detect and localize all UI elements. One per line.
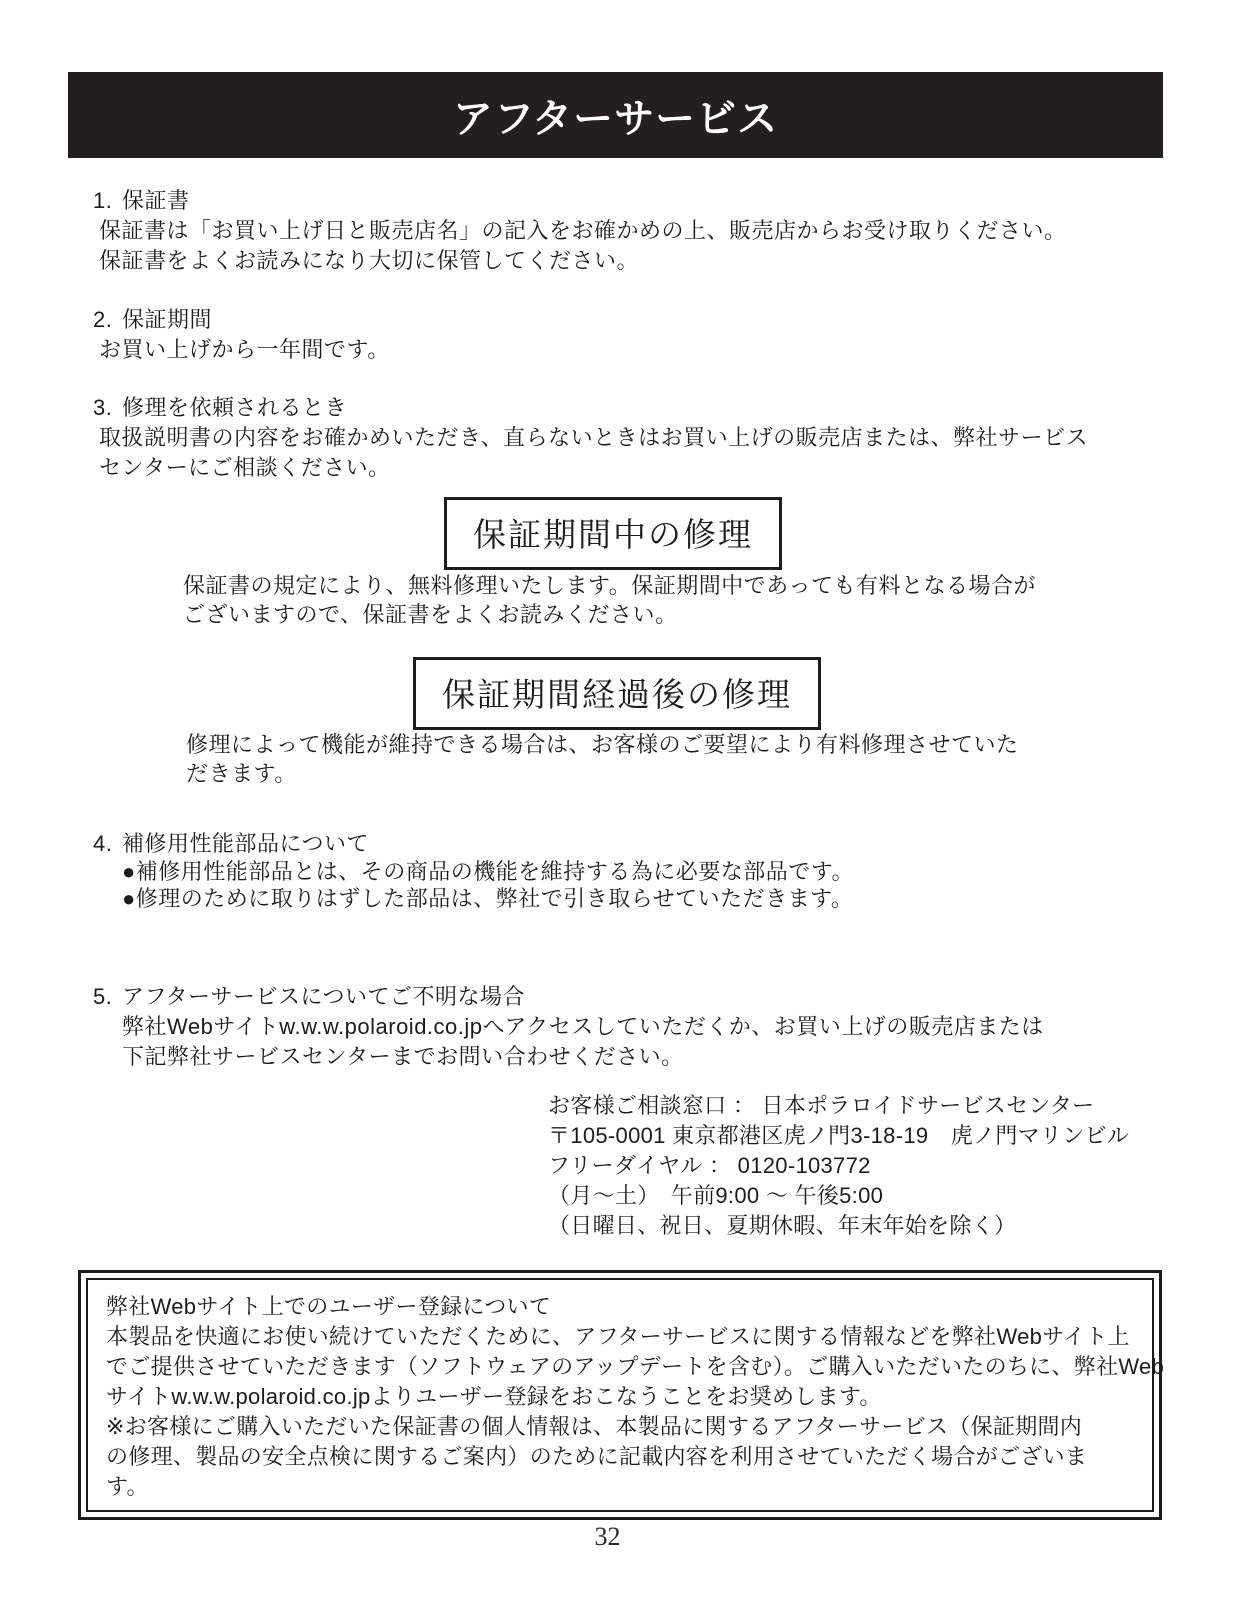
registration-note-line: す。 [106,1474,149,1499]
section-heading [93,186,1067,216]
section-after-service-questions [93,982,1044,1072]
body-line: 弊社Webサイトw.w.w.polaroid.co.jpへアクセスしていただくか、お買い上げの販売店または [122,1014,1044,1039]
bullet-line: ●修理のために取りはずした部品は、弊社で引き取らせていただきます。 [122,886,854,911]
registration-line: サイトw.w.w.polaroid.co.jpよりユーザー登録をおこなうことをお奨めします。 [106,1384,882,1409]
section-warranty-card [93,186,1067,276]
body-line: ございますので、保証書をよくお読みください。 [183,602,678,627]
contact-phone-line: フリーダイヤル ： 0120-103772 [548,1153,871,1178]
section-number: 3. [93,395,113,420]
body-line: 取扱説明書の内容をお確かめいただき、直らないときはお買い上げの販売店または、弊社サービス [99,425,1089,450]
section-replacement-parts [93,830,854,913]
section-number: 4. [93,831,113,856]
body-line: だきます。 [186,761,297,786]
user-registration-box-inner [86,1278,1165,1512]
section-heading [93,305,390,335]
contact-line: お客様ご相談窓口 ： 日本ポラロイドサービスセンター [548,1093,1095,1118]
registration-line: でご提供させていただきます（ソフトウェアのアップデートを含む）。ご購入いただいたのちに、弊社Web [106,1354,1165,1379]
section-heading [93,393,1088,423]
body-line: 保証書は「お買い上げ日と販売店名」の記入をお確かめの上、販売店からお受け取りください。 [99,218,1067,243]
registration-note-line: ※お客様にご購入いただいた保証書の個人情報は、本製品に関するアフターサービス（保証期間内 [106,1414,1083,1439]
page-number: 32 [594,1522,621,1551]
section-heading-text: 補修用性能部品について [122,831,370,856]
body-line: 保証書の規定により、無料修理いたします。保証期間中であっても有料となる場合が [183,573,1037,598]
paragraph-repair-during-warranty [183,571,1036,629]
contact-address-line: 〒105-0001 東京都港区虎ノ門3-18-19 虎ノ門マリンビル [548,1123,1130,1148]
service-center-contact-block [548,1091,1129,1241]
body-line: 保証書をよくお読みになり大切に保管してください。 [99,248,640,273]
contact-holidays-line: （日曜日、祝日、夏期休暇、年末年始を除く） [548,1213,1017,1238]
section-heading-text: 保証期間 [122,307,213,332]
page-title-banner [68,72,1163,158]
registration-line: 本製品を快適にお使い続けていただくために、アフターサービスに関する情報などを弊社Webサイト上 [106,1324,1130,1349]
bullet-line: ●補修用性能部品とは、その商品の機能を維持する為に必要な部品です。 [122,858,855,884]
section-heading [93,830,854,858]
registration-note-line: の修理、製品の安全点検に関するご案内）のために記載内容を利用させていただく場合がございま [106,1444,1088,1469]
section-warranty-period [93,305,390,365]
section-heading-text: 保証書 [122,188,190,213]
body-line: 下記弊社サービスセンターまでお問い合わせください。 [122,1044,684,1069]
page-title: アフターサービス [452,96,779,141]
contact-hours-line: （月～土） 午前9:00 ～ 午後5:00 [548,1183,884,1208]
section-heading-text: アフターサービスについてご不明な場合 [122,984,526,1009]
section-heading [93,982,1044,1012]
boxed-heading-repair-after-warranty: 保証期間経過後の修理 [413,657,821,730]
user-registration-box [78,1270,1165,1520]
section-requesting-repair [93,393,1088,483]
registration-heading-line: 弊社Webサイト上でのユーザー登録について [106,1294,552,1319]
section-heading-text: 修理を依頼されるとき [122,395,348,420]
body-line: 修理によって機能が維持できる場合は、お客様のご要望により有料修理させていた [186,732,1019,757]
section-number: 1. [93,188,113,213]
section-number: 5. [93,984,113,1009]
boxed-heading-repair-during-warranty: 保証期間中の修理 [444,497,782,570]
paragraph-repair-after-warranty [186,730,1019,788]
body-line: センターにご相談ください。 [99,455,391,480]
body-line: お買い上げから一年間です。 [99,337,390,362]
section-number: 2. [93,307,113,332]
